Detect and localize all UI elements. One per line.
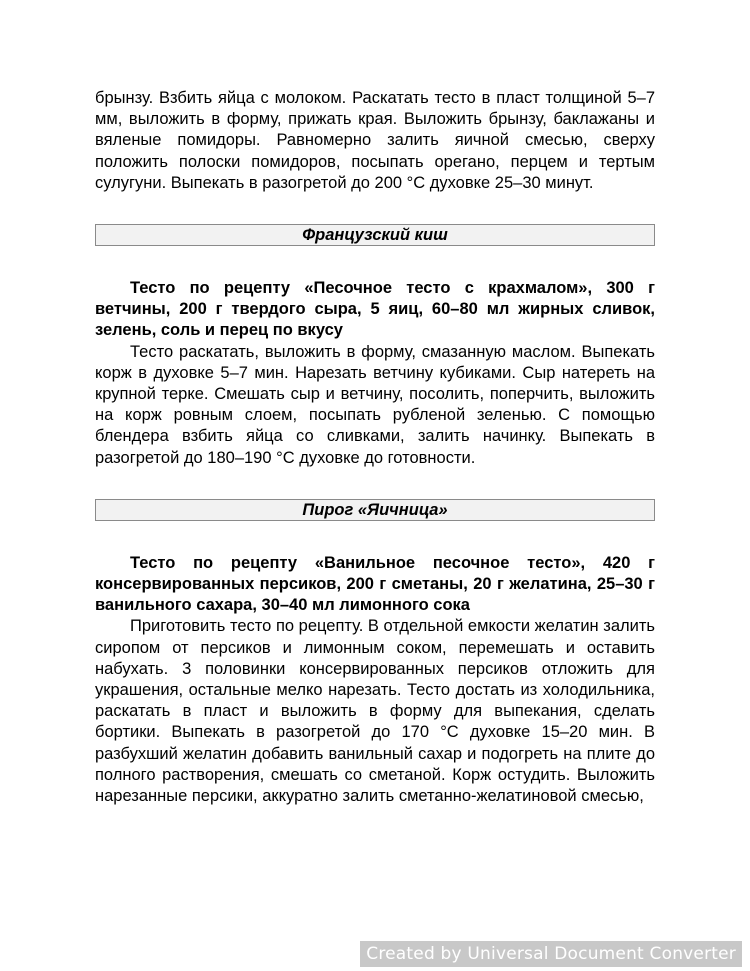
recipe-title: Французский киш: [95, 224, 655, 246]
spacer: [95, 469, 655, 499]
spacer: [95, 521, 655, 553]
spacer: [95, 194, 655, 224]
document-page: [95, 88, 655, 807]
spacer: [95, 246, 655, 278]
recipe-instructions: Приготовить тесто по рецепту. В отдельной емкости желатин залить сиропом от персиков и лимонным соком, перемешать и оставить набухать. 3 половинки консервированных персиков отложить для украшения, остальные мелко нарезать. Тесто достать из холодильника, раскатать в пласт и выложить в форму для выпекания, сделать бортики. Выпекать в разогретой до 170 °С духовке 15–20 мин. В разбухший желатин добавить ванильный сахар и подогреть на плите до полного растворения, смешать со сметаной. Корж остудить. Выложить нарезанные персики, аккуратно залить сметанно-желатиновой смесью,: [95, 617, 655, 806]
recipe-ingredients: Тесто по рецепту «Песочное тесто с крахмалом», 300 г ветчины, 200 г твердого сыра, 5 яиц, 60–80 мл жирных сливок, зелень, соль и перец по вкусу: [95, 279, 655, 340]
recipe-ingredients: Тесто по рецепту «Ванильное песочное тесто», 420 г консервированных персиков, 200 г сметаны, 20 г желатина, 25–30 г ванильного сахара, 30–40 мл лимонного сока: [95, 553, 655, 615]
recipe-title: Пирог «Яичница»: [95, 499, 655, 521]
converter-watermark: Created by Universal Document Converter: [360, 941, 742, 967]
recipe-instructions: Тесто раскатать, выложить в форму, смазанную маслом. Выпекать корж в духовке 5–7 мин. Нарезать ветчину кубиками. Сыр натереть на крупной терке. Смешать сыр и ветчину, посолить, поперчить, выложить на корж ровным слоем, посыпать рубленой зеленью. С помощью блендера взбить яйца со сливками, залить начинку. Выпекать в разогретой до 180–190 °С духовке до готовности.: [95, 342, 655, 467]
intro-paragraph: брынзу. Взбить яйца с молоком. Раскатать тесто в пласт толщиной 5–7 мм, выложить в форму, прижать края. Выложить брынзу, баклажаны и вяленые помидоры. Равномерно залить яичной смесью, сверху положить полоски помидоров, посыпать орегано, перцем и тертым сулугуни. Выпекать в разогретой до 200 °С духовке 25–30 минут.: [95, 89, 655, 192]
recipe-pie-yaichnitsa: [95, 499, 655, 807]
recipe-french-quiche: [95, 224, 655, 469]
